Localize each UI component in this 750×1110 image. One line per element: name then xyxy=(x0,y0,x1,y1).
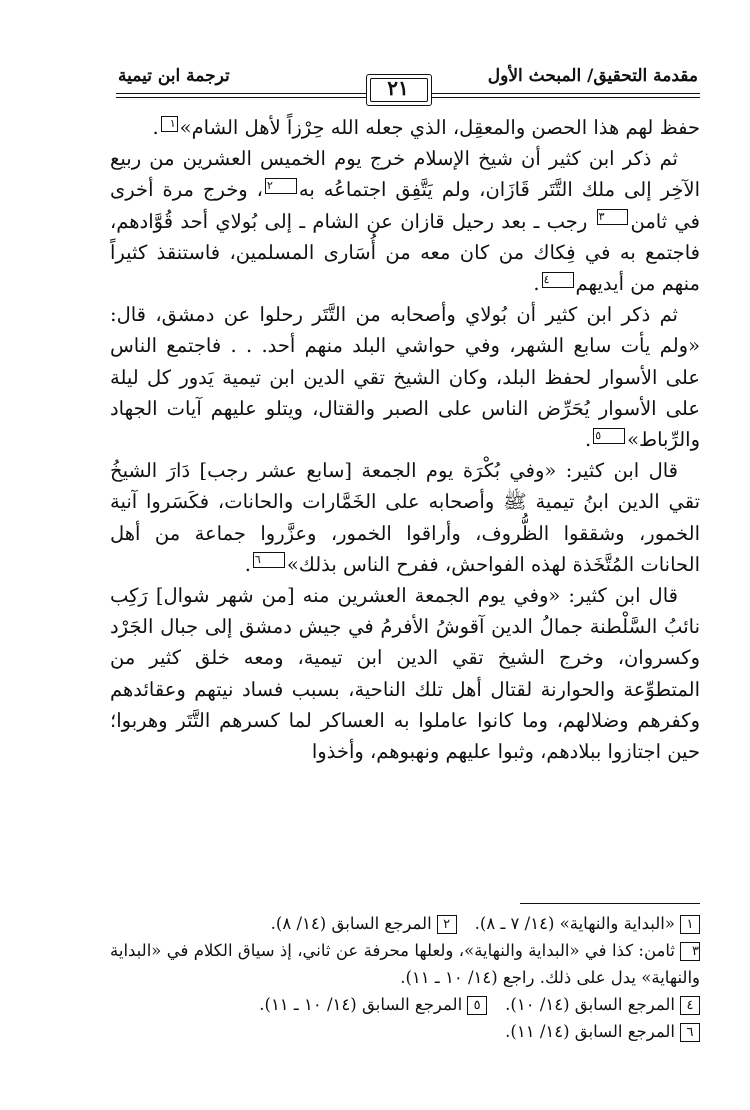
footnote-text: «البداية والنهاية» (١٤/ ٧ ـ ٨). xyxy=(474,914,675,933)
footnote-line xyxy=(110,1018,700,1045)
footnote-text: ثامن: كذا في «البداية والنهاية»، ولعلها محرفة عن ثاني، إذ سياق الكلام في «البداية والنهاية» يدل على ذلك. راجع (١٤/ ١٠ ـ ١١). xyxy=(110,941,700,987)
paragraph-text: ثم ذكر ابن كثير أن شيخ الإسلام خرج يوم الخميس العشرين من ربيع الآخِر إلى ملك التَّتَر قَازَان، ولم يَتَّفِق اجتماعُه به xyxy=(110,147,700,202)
footnote-line xyxy=(110,910,700,937)
footnote-text: المرجع السابق (١٤/ ١٠ ـ ١١). xyxy=(259,995,463,1014)
footnote-line xyxy=(110,991,700,1018)
footnote-number: ١ xyxy=(680,915,700,934)
paragraph-text: . xyxy=(244,552,251,576)
footnotes xyxy=(110,910,700,1045)
footnote-text: المرجع السابق (١٤/ ١٠). xyxy=(505,995,675,1014)
paragraph-text: قال ابن كثير: «وفي بُكْرَة يوم الجمعة [سابع عشر رجب] دَارَ الشيخُ تقي الدين ابنُ تيمية ﷺ وأصحابه على الخَمَّارات والحانات، فكَسَروا آنية الخمور، وشققوا الظُّروف، وأراقوا الخمور، وعزَّروا جماعة من أهل الحانات المُتَّخَذة لهذه الفواحش، ففرح الناس بذلك» xyxy=(110,459,700,576)
footnote-line xyxy=(110,937,700,991)
footnote-number: ٥ xyxy=(467,996,487,1015)
footnote-marker[interactable]: ٤ xyxy=(542,272,574,288)
paragraph-text: . xyxy=(585,428,592,452)
paragraph xyxy=(110,112,700,143)
paragraph xyxy=(110,143,700,299)
footnote-marker[interactable]: ٢ xyxy=(265,178,297,194)
book-section-header: ترجمة ابن تيمية xyxy=(118,66,230,86)
main-text xyxy=(110,112,700,767)
paragraph xyxy=(110,455,700,580)
footnote-number: ٤ xyxy=(680,996,700,1015)
footnote-text: المرجع السابق (١٤/ ٨). xyxy=(270,914,432,933)
paragraph-text: ثم ذكر ابن كثير أن بُولاي وأصحابه من التَّتَر رحلوا عن دمشق، قال: «ولم يأت سابع الشهر، وفي حواشي البلد منهم أحد. . . فاجتمع الناس على الأسوار لحفظ البلد، وكان الشيخ تقي الدين ابن تيمية يَدور كل ليلة على الأسوار يُحَرِّض الناس على الصبر والقتال، ويتلو عليهم آيات الجهاد والرِّباط» xyxy=(110,303,700,452)
footnote-marker[interactable]: ٣ xyxy=(597,209,629,225)
paragraph-text: ، وخرج مرة أخرى في ثامن xyxy=(110,178,700,233)
footnote-separator xyxy=(520,903,700,904)
paragraph-text: . xyxy=(533,272,540,296)
chapter-header: مقدمة التحقيق/ المبحث الأول xyxy=(487,66,698,86)
footnote-text: المرجع السابق (١٤/ ١١). xyxy=(505,1022,675,1041)
footnote-number: ٣ xyxy=(680,942,700,961)
paragraph xyxy=(110,299,700,455)
page-number: ٢١ xyxy=(387,76,409,100)
paragraph-text: حفظ لهم هذا الحصن والمعقِل، الذي جعله الله حِرْزاً لأهل الشام» xyxy=(179,116,700,139)
footnote-marker[interactable]: ٦ xyxy=(253,552,285,568)
paragraph-text: قال ابن كثير: «وفي يوم الجمعة العشرين منه [من شهر شوال] رَكِب نائبُ السَّلْطنة جمالُ الدين آقوشُ الأفرمُ في جيش دمشق إلى جبال الجَرْد وكسروان، وخرج الشيخ تقي الدين ابن تيمية، ومعه خلق كثير من المتطوِّعة والحوارنة لقتال أهل تلك الناحية، بسبب فساد نيتهم وعقائدهم وكفرهم وضلالهم، وما كانوا عاملوا به العساكر لما كسرهم التَّتَر وهربوا؛ حين اجتازوا ببلادهم، وثبوا عليهم ونهبوهم، وأخذوا xyxy=(110,584,700,764)
paragraph-text: . xyxy=(152,116,159,139)
footnote-marker[interactable]: ٥ xyxy=(593,428,625,444)
paragraph-text: رجب ـ بعد رحيل قازان عن الشام ـ إلى بُولاي أحد قُوَّادهم، فاجتمع به في فِكاك من كان معه من أُسَارى المسلمين، فاستنقذ كثيراً منهم من أيديهم xyxy=(110,209,700,296)
paragraph xyxy=(110,580,700,767)
footnote-marker[interactable]: ١ xyxy=(161,116,178,132)
footnote-number: ٢ xyxy=(437,915,457,934)
footnote-number: ٦ xyxy=(680,1023,700,1042)
